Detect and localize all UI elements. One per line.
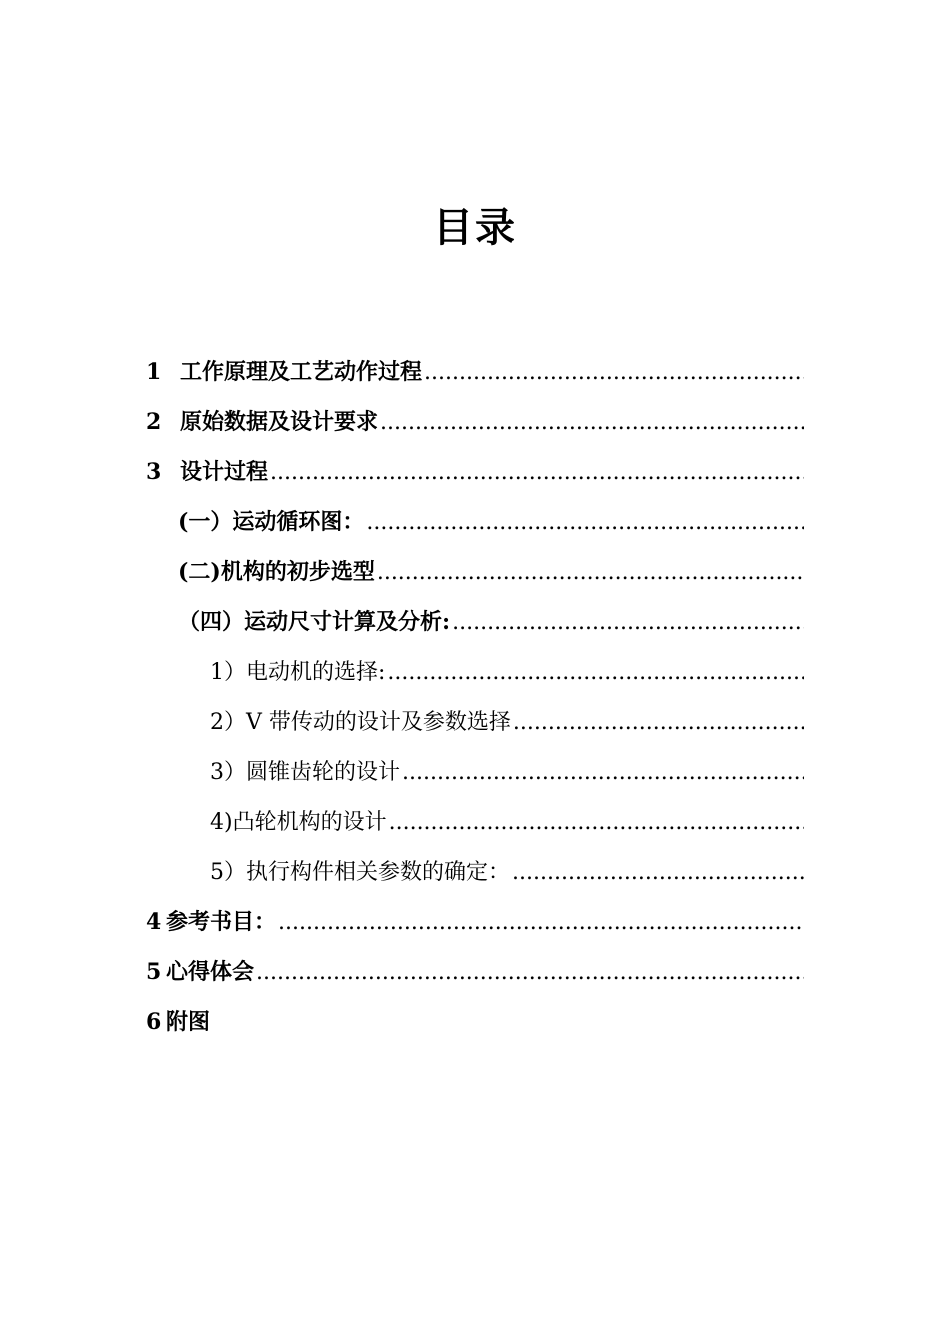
toc-dot-leader (387, 660, 804, 685)
toc-entry-number: 3 (146, 459, 162, 485)
toc-entry-3-4-1[interactable] (210, 655, 804, 689)
page-title: 目录 (433, 204, 517, 251)
toc-dot-leader (377, 560, 804, 585)
toc-entry-4[interactable] (146, 905, 804, 939)
toc-dot-leader (402, 760, 804, 785)
toc-entry-label: 附图 (166, 1009, 211, 1035)
toc-entry-label: （四）运动尺寸计算及分析: (178, 609, 451, 635)
toc-entry-label: 心得体会 (166, 959, 255, 985)
toc-dot-leader (278, 910, 804, 935)
toc-entry-label: 5）执行构件相关参数的确定： (210, 860, 510, 885)
toc-entry-label: 参考书目： (166, 909, 277, 935)
toc-entry-label: 2）V 带传动的设计及参数选择 (210, 710, 511, 735)
toc-dot-leader (512, 860, 804, 885)
toc-entry-label: 设计过程 (180, 459, 269, 485)
toc-entry-3-1[interactable] (178, 505, 804, 539)
toc-entry-3-4-4[interactable] (210, 805, 804, 839)
toc-entry-3-2[interactable] (178, 555, 804, 589)
toc-entry-label: (一）运动循环图： (178, 509, 365, 535)
toc-entry-label: (二)机构的初步选型 (178, 559, 375, 585)
toc-entry-number: 5 (146, 959, 162, 985)
toc-entry-number: 6 (146, 1009, 162, 1035)
toc-dot-leader (513, 710, 804, 735)
toc-entry-2[interactable] (146, 405, 804, 439)
toc-entry-5[interactable] (146, 955, 804, 989)
toc-entry-label: 工作原理及工艺动作过程 (180, 359, 423, 385)
toc-entry-label: 原始数据及设计要求 (180, 409, 379, 435)
toc-entry-number: 1 (146, 359, 162, 385)
toc-entry-number: 4 (146, 909, 162, 935)
toc-dot-leader (389, 810, 804, 835)
toc-dot-leader (366, 510, 804, 535)
toc-entry-label: 4)凸轮机构的设计 (210, 810, 387, 835)
toc-entry-6[interactable] (146, 1005, 804, 1039)
toc-entry-number: 2 (146, 409, 162, 435)
toc-dot-leader (270, 460, 804, 485)
toc-dot-leader (452, 610, 804, 635)
toc-entry-1[interactable] (146, 355, 804, 389)
toc-entry-label: 1）电动机的选择: (210, 660, 386, 685)
toc-entry-3-4[interactable] (178, 605, 804, 639)
toc-entry-3-4-5[interactable] (210, 855, 804, 889)
toc-dot-leader (424, 360, 804, 385)
toc-entry-3-4-3[interactable] (210, 755, 804, 789)
toc-entry-3[interactable] (146, 455, 804, 489)
toc-entry-3-4-2[interactable] (210, 705, 804, 739)
toc-dot-leader (380, 410, 804, 435)
toc-dot-leader (256, 960, 804, 985)
toc-entry-label: 3）圆锥齿轮的设计 (210, 760, 400, 785)
